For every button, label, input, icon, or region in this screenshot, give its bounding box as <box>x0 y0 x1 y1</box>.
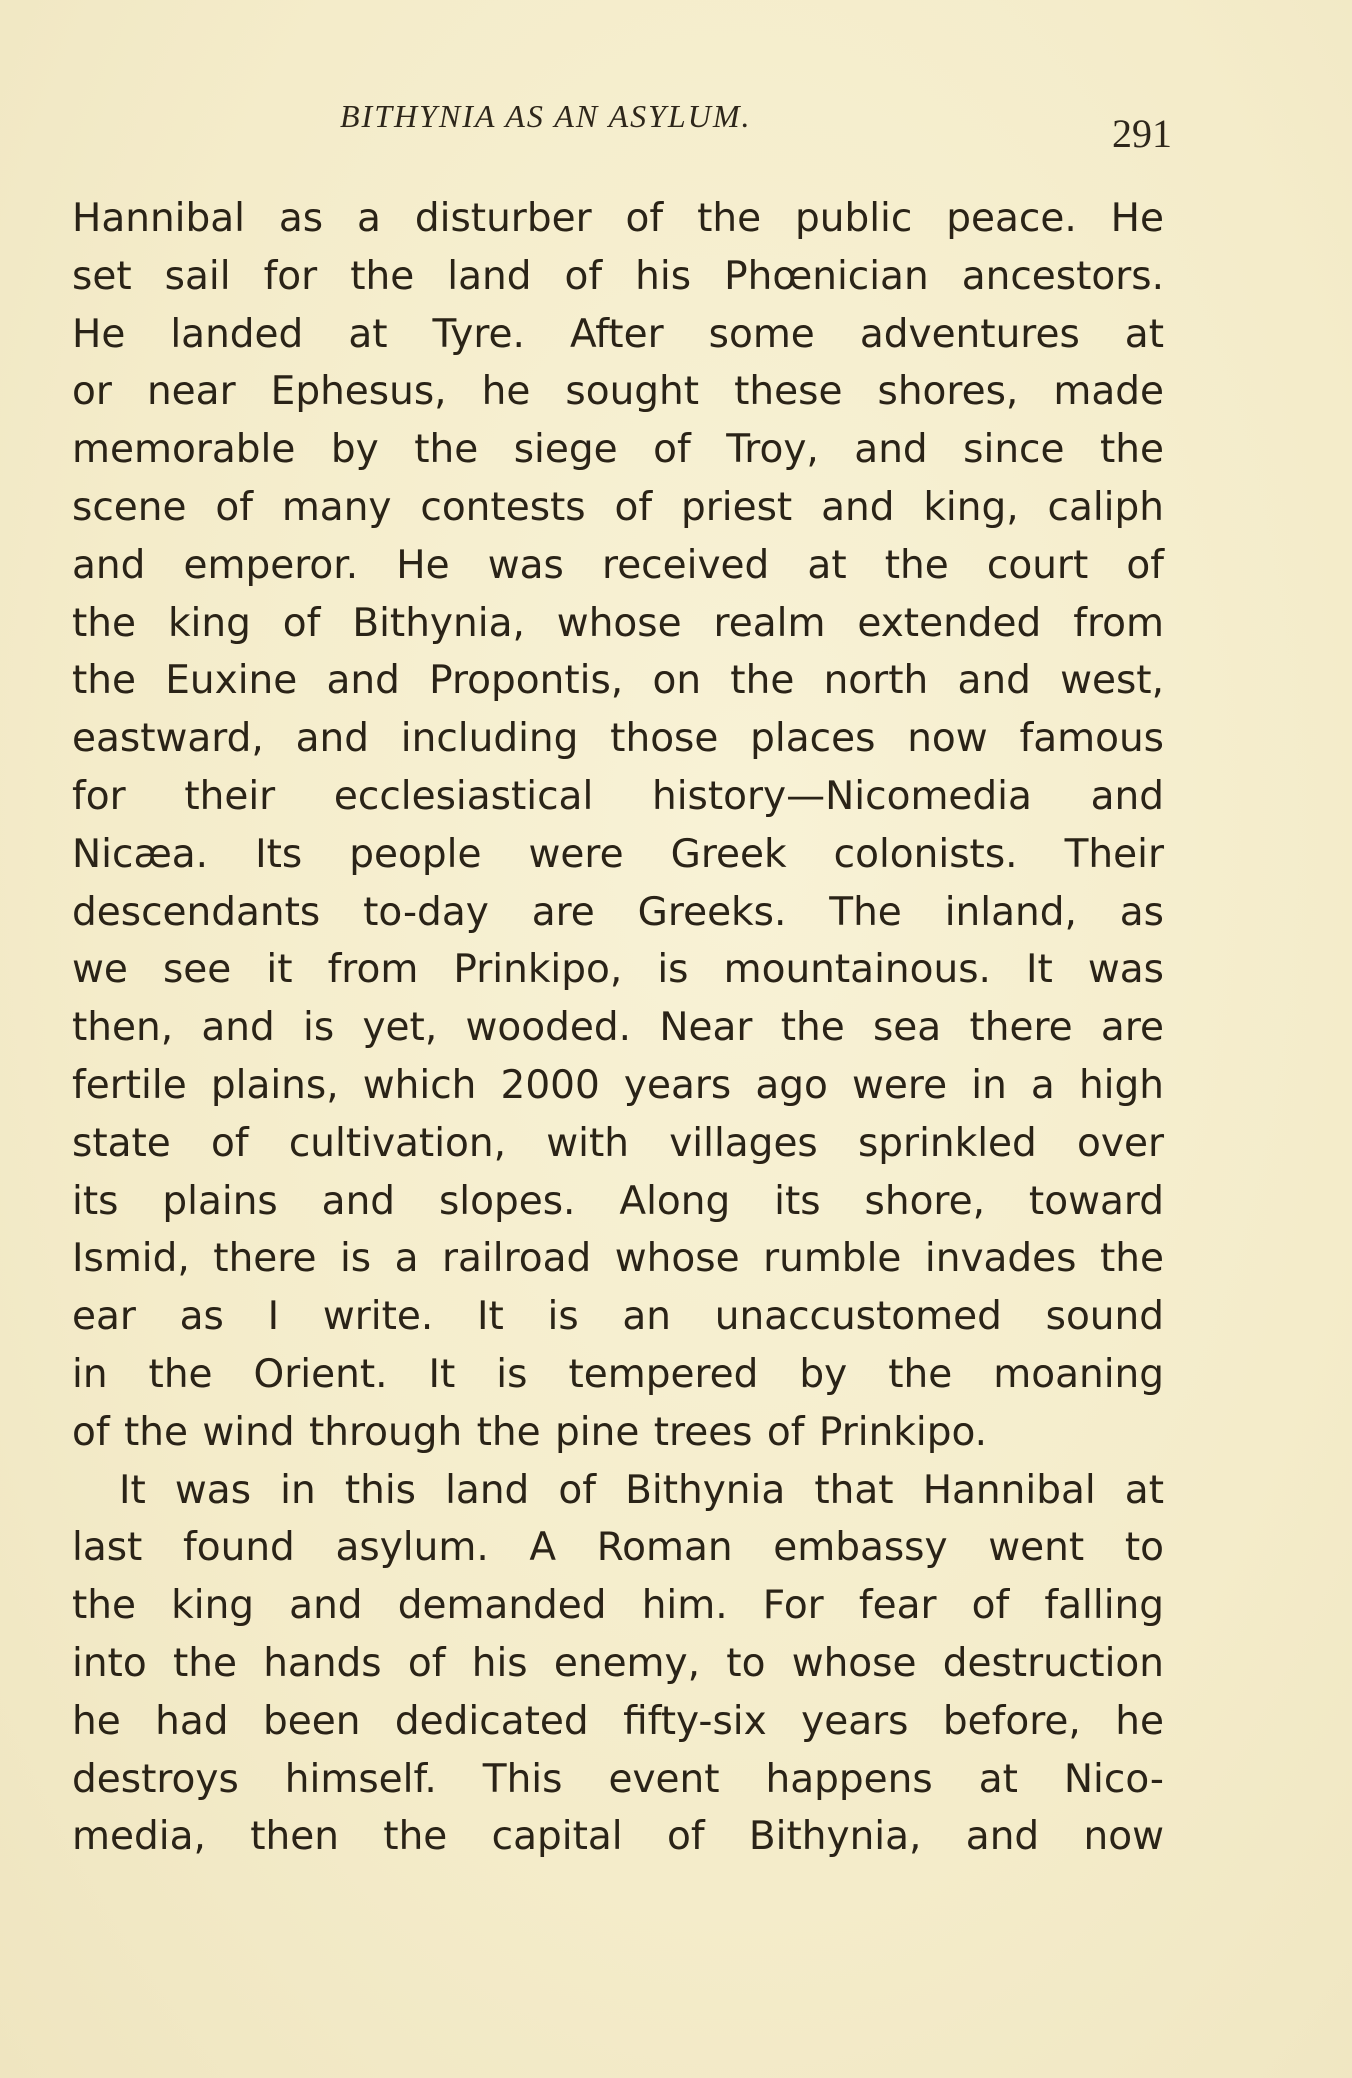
text-line: its plains and slopes. Along its shore, toward <box>72 1178 1164 1224</box>
text-line: in the Orient. It is tempered by the moaning <box>72 1351 1164 1397</box>
text-line: we see it from Prinkipo, is mountainous. It was <box>72 947 1164 993</box>
text-line: he had been dedicated fifty-six years before, he <box>72 1698 1164 1744</box>
text-line: ear as I write. It is an unaccustomed sound <box>72 1294 1164 1340</box>
text-line: media, then the capital of Bithynia, and now <box>72 1814 1164 1860</box>
text-line: eastward, and including those places now famous <box>72 716 1164 762</box>
text-line: for their ecclesiastical history—Nicomedia and <box>72 773 1164 819</box>
text-line: then, and is yet, wooded. Near the sea there are <box>72 1005 1164 1051</box>
text-line: of the wind through the pine trees of Prinkipo. <box>72 1409 988 1455</box>
text-line: He landed at Tyre. After some adventures at <box>72 311 1164 357</box>
text-line: and emperor. He was received at the court of <box>72 542 1164 588</box>
text-line: memorable by the siege of Troy, and since the <box>72 427 1164 473</box>
text-line: or near Ephesus, he sought these shores, made <box>72 369 1164 415</box>
text-line: Ismid, there is a railroad whose rumble invades the <box>72 1236 1164 1282</box>
text-line: fertile plains, which 2000 years ago were in a high <box>72 1062 1164 1108</box>
running-head: BITHYNIA AS AN ASYLUM. <box>340 98 752 134</box>
text-line: set sail for the land of his Phœnician ancestors. <box>72 253 1164 299</box>
text-line: the king of Bithynia, whose realm extended from <box>72 600 1164 646</box>
text-line: It was in this land of Bithynia that Hannibal at <box>119 1467 1164 1513</box>
body-text <box>72 190 1164 1866</box>
text-line: state of cultivation, with villages sprinkled over <box>72 1120 1164 1166</box>
text-line: descendants to-day are Greeks. The inland, as <box>72 889 1164 935</box>
text-line: Nicæa. Its people were Greek colonists. Their <box>72 831 1164 877</box>
text-line: destroys himself. This event happens at Nico- <box>72 1756 1164 1802</box>
page-number: 291 <box>1112 111 1172 156</box>
text-line: the Euxine and Propontis, on the north and west, <box>72 658 1164 704</box>
text-line: the king and demanded him. For fear of falling <box>72 1583 1164 1629</box>
text-line: into the hands of his enemy, to whose destruction <box>72 1640 1164 1686</box>
text-line: Hannibal as a disturber of the public peace. He <box>72 196 1164 241</box>
text-line: last found asylum. A Roman embassy went to <box>72 1525 1164 1571</box>
text-line: scene of many contests of priest and king, caliph <box>72 484 1164 530</box>
